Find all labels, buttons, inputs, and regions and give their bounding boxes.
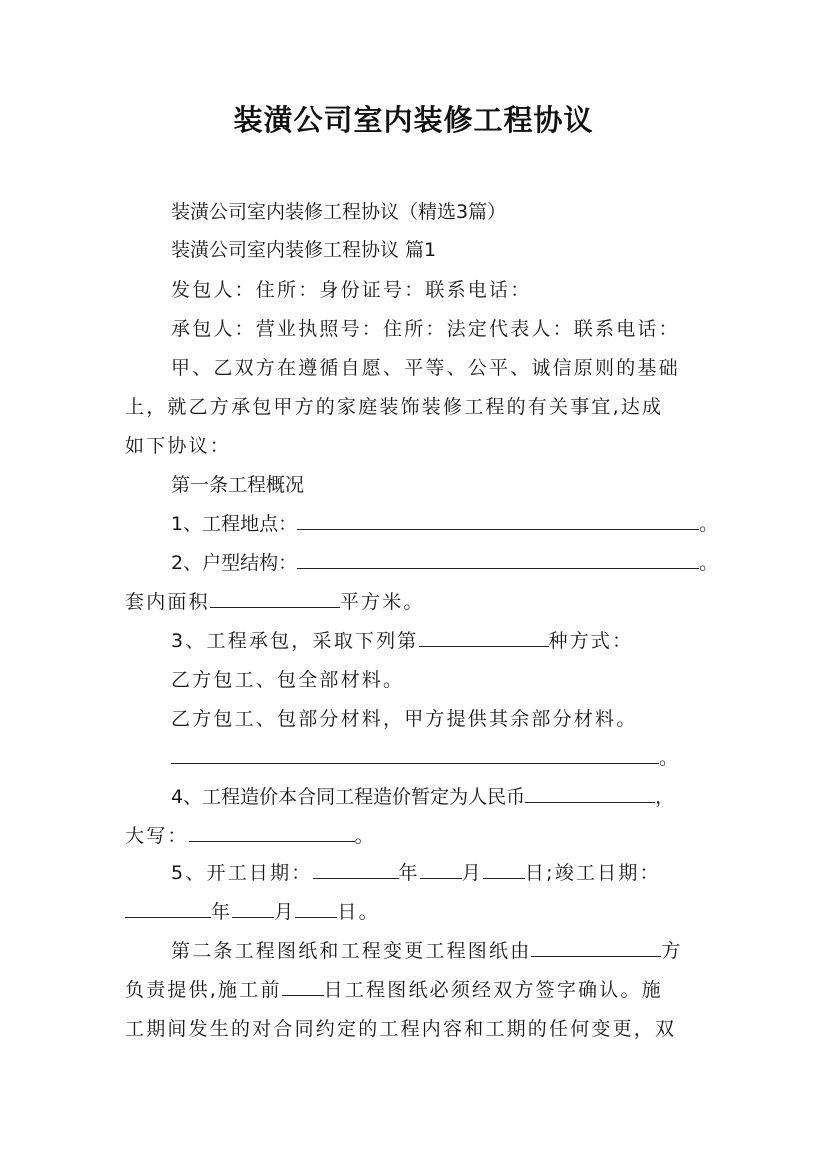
finish-year-blank[interactable] bbox=[125, 900, 211, 918]
house-structure-label: 2、户型结构： bbox=[171, 552, 298, 574]
article-2-line-2 bbox=[125, 978, 663, 1002]
contract-price-label: 4、工程造价本合同工程造价暂定为人民币 bbox=[171, 786, 526, 808]
section-heading: 装潢公司室内装修工程协议 篇1 bbox=[171, 239, 437, 261]
house-structure-blank[interactable] bbox=[297, 551, 699, 569]
start-month-blank[interactable] bbox=[420, 861, 462, 879]
preamble-line-2: 上，就乙方承包甲方的家庭装饰装修工程的有关事宜,达成 bbox=[125, 396, 664, 418]
drawings-days-blank[interactable] bbox=[282, 978, 324, 996]
price-in-words-line bbox=[125, 824, 376, 848]
drawings-suffix: 日工程图纸必须经双方签字确认。施 bbox=[323, 979, 663, 1001]
contract-mode-line bbox=[171, 629, 633, 653]
comma: ， bbox=[655, 786, 675, 808]
drawings-prefix: 负责提供,施工前 bbox=[125, 979, 282, 1001]
finish-month-blank[interactable] bbox=[232, 900, 274, 918]
document-title: 装潢公司室内装修工程协议 bbox=[233, 103, 594, 137]
mode-option-1: 乙方包工、包全部材料。 bbox=[171, 669, 405, 691]
year-label: 年 bbox=[211, 901, 233, 923]
drawings-party-blank[interactable] bbox=[531, 939, 661, 957]
end-mark: 。 bbox=[354, 825, 376, 847]
end-mark: 。 bbox=[699, 513, 719, 535]
mode-option-2: 乙方包工、包部分材料，甲方提供其余部分材料。 bbox=[171, 708, 638, 730]
mode-other-blank[interactable] bbox=[171, 746, 659, 764]
start-date-label: 5、开工日期： bbox=[171, 862, 313, 884]
contractor-line: 承包人：营业执照号：住所：法定代表人：联系电话： bbox=[171, 318, 680, 340]
contract-price-blank[interactable] bbox=[525, 785, 655, 803]
start-year-blank[interactable] bbox=[313, 861, 399, 879]
start-date-line bbox=[171, 861, 661, 885]
drawings-label: 第二条工程图纸和工程变更工程图纸由 bbox=[171, 940, 532, 962]
month-label: 月 bbox=[461, 862, 483, 884]
floor-area-blank[interactable] bbox=[210, 590, 340, 608]
floor-area-label: 套内面积 bbox=[125, 591, 210, 613]
floor-area-line bbox=[125, 590, 425, 614]
price-in-words-label: 大写： bbox=[125, 825, 189, 847]
day-label: 日; bbox=[524, 862, 555, 884]
day-label: 日。 bbox=[337, 901, 380, 923]
start-day-blank[interactable] bbox=[483, 861, 525, 879]
finish-day-blank[interactable] bbox=[295, 900, 337, 918]
project-location-line bbox=[171, 512, 718, 536]
house-structure-line bbox=[171, 551, 718, 575]
preamble-line-3: 如下协议： bbox=[125, 435, 232, 457]
contract-mode-blank[interactable] bbox=[419, 629, 549, 647]
month-label: 月 bbox=[274, 901, 296, 923]
end-mark: 。 bbox=[659, 747, 679, 769]
contract-mode-suffix: 种方式： bbox=[548, 630, 634, 652]
employer-line: 发包人：住所：身份证号：联系电话： bbox=[171, 279, 532, 301]
contract-price-line bbox=[171, 785, 674, 809]
project-location-blank[interactable] bbox=[297, 512, 699, 530]
party-suffix: 方 bbox=[661, 940, 683, 962]
contract-mode-label: 3、工程承包，采取下列第 bbox=[171, 630, 419, 652]
finish-date-label: 竣工日期： bbox=[554, 862, 661, 884]
subtitle-line: 装潢公司室内装修工程协议（精选3篇） bbox=[171, 201, 507, 223]
floor-area-unit: 平方米。 bbox=[339, 591, 425, 613]
article-1-heading: 第一条工程概况 bbox=[171, 474, 305, 496]
end-mark: 。 bbox=[699, 552, 719, 574]
finish-date-line bbox=[125, 900, 380, 924]
project-location-label: 1、工程地点： bbox=[171, 513, 298, 535]
mode-other-line bbox=[171, 746, 678, 770]
year-label: 年 bbox=[398, 862, 420, 884]
article-2-line-1 bbox=[171, 939, 683, 963]
price-in-words-blank[interactable] bbox=[189, 824, 355, 842]
article-2-line-3: 工期间发生的对合同约定的工程内容和工期的任何变更，双 bbox=[125, 1018, 677, 1040]
preamble-line-1: 甲、乙双方在遵循自愿、平等、公平、诚信原则的基础 bbox=[171, 357, 680, 379]
